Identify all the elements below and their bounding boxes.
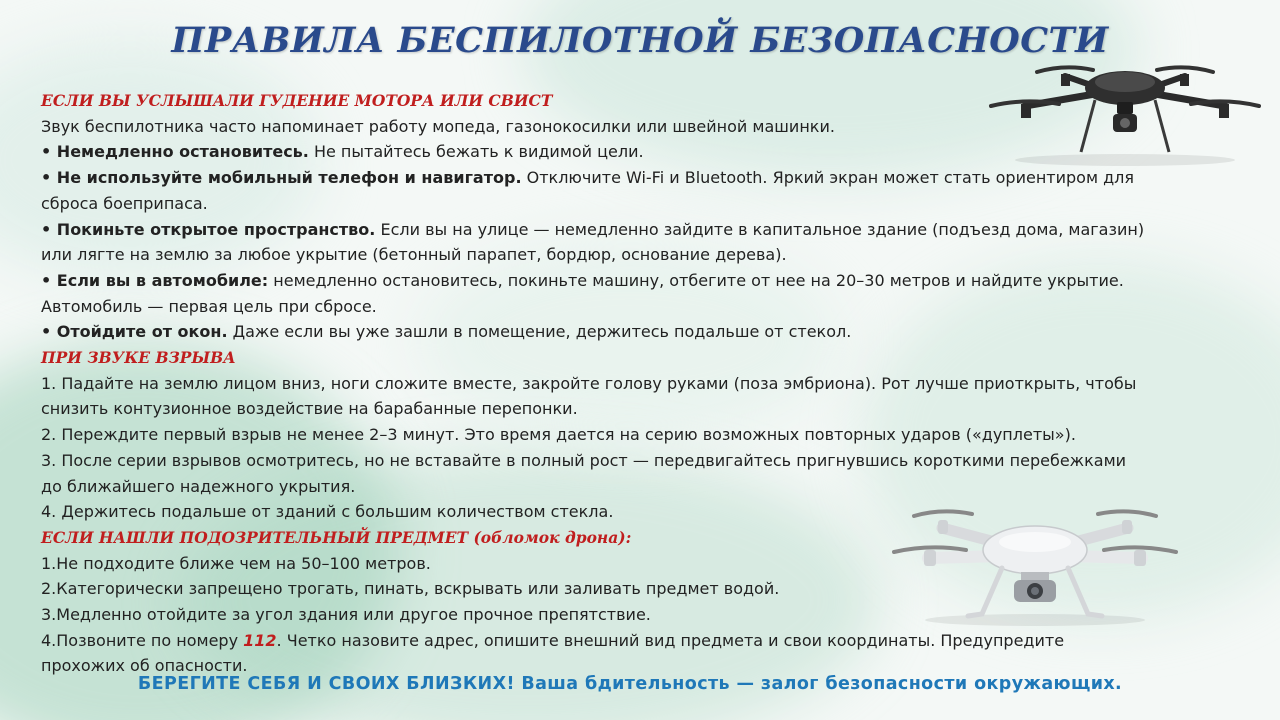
list-item: 4. Держитесь подальше от зданий с большим количеством стекла. — [41, 502, 614, 522]
list-item: • Если вы в автомобиле: немедленно остановитесь, покиньте машину, отбегите от нее на 20–30 метров и найдите укрытие. — [41, 270, 1124, 290]
list-item: 4.Позвоните по номеру 112. Четко назовите адрес, опишите внешний вид предмета и свои координаты. Предупредите — [41, 630, 1065, 650]
section-intro: Звук беспилотника часто напоминает работу мопеда, газонокосилки или швейной машинки. — [41, 116, 835, 136]
list-item-continuation: до ближайшего надежного укрытия. — [41, 476, 356, 496]
list-item: 2.Категорически запрещено трогать, пинать, вскрывать или заливать предмет водой. — [41, 579, 780, 599]
page-title: ПРАВИЛА БЕСПИЛОТНОЙ БЕЗОПАСНОСТИ — [171, 20, 1109, 61]
list-item: 3. После серии взрывов осмотритесь, но не вставайте в полный рост — передвигайтесь пригнувшись короткими перебежками — [41, 450, 1127, 470]
section-heading: ПРИ ЗВУКЕ ВЗРЫВА — [41, 348, 236, 368]
list-item-continuation: или лягте на землю за любое укрытие (бетонный парапет, бордюр, основание дерева). — [41, 245, 787, 265]
list-item-continuation: сброса боеприпаса. — [41, 193, 208, 213]
list-item-continuation: Автомобиль — первая цель при сбросе. — [41, 296, 377, 316]
list-item: • Покиньте открытое пространство. Если вы на улице — немедленно зайдите в капитальное здание (подъезд дома, магазин) — [41, 219, 1145, 239]
list-item: 1. Падайте на землю лицом вниз, ноги сложите вместе, закройте голову руками (поза эмбриона). Рот лучше приоткрыть, чтобы — [41, 373, 1137, 393]
list-item: 2. Переждите первый взрыв не менее 2–3 минут. Это время дается на серию возможных повторных ударов («дуплеты»). — [41, 425, 1076, 445]
section-heading: ЕСЛИ НАШЛИ ПОДОЗРИТЕЛЬНЫЙ ПРЕДМЕТ (обломок дрона): — [41, 527, 632, 547]
list-item: • Отойдите от окон. Даже если вы уже зашли в помещение, держитесь подальше от стекол. — [41, 322, 852, 342]
emergency-number: 112 — [243, 630, 277, 650]
list-item-continuation: снизить контузионное воздействие на барабанные перепонки. — [41, 399, 578, 419]
list-item: 3.Медленно отойдите за угол здания или другое прочное препятствие. — [41, 605, 651, 625]
footer-slogan: БЕРЕГИТЕ СЕБЯ И СВОИХ БЛИЗКИХ! Ваша бдительность — залог безопасности окружающих. — [137, 674, 1123, 694]
list-item: 1.Не подходите ближе чем на 50–100 метров. — [41, 553, 431, 573]
list-item-continuation: прохожих об опасности. — [41, 656, 248, 676]
list-item: • Немедленно остановитесь. Не пытайтесь бежать к видимой цели. — [41, 142, 644, 162]
list-item: • Не используйте мобильный телефон и навигатор. Отключите Wi-Fi и Bluetooth. Яркий экран может стать ориентиром для — [41, 168, 1135, 188]
rules-content — [41, 88, 1221, 679]
section-heading: ЕСЛИ ВЫ УСЛЫШАЛИ ГУДЕНИЕ МОТОРА ИЛИ СВИСТ — [41, 91, 553, 110]
